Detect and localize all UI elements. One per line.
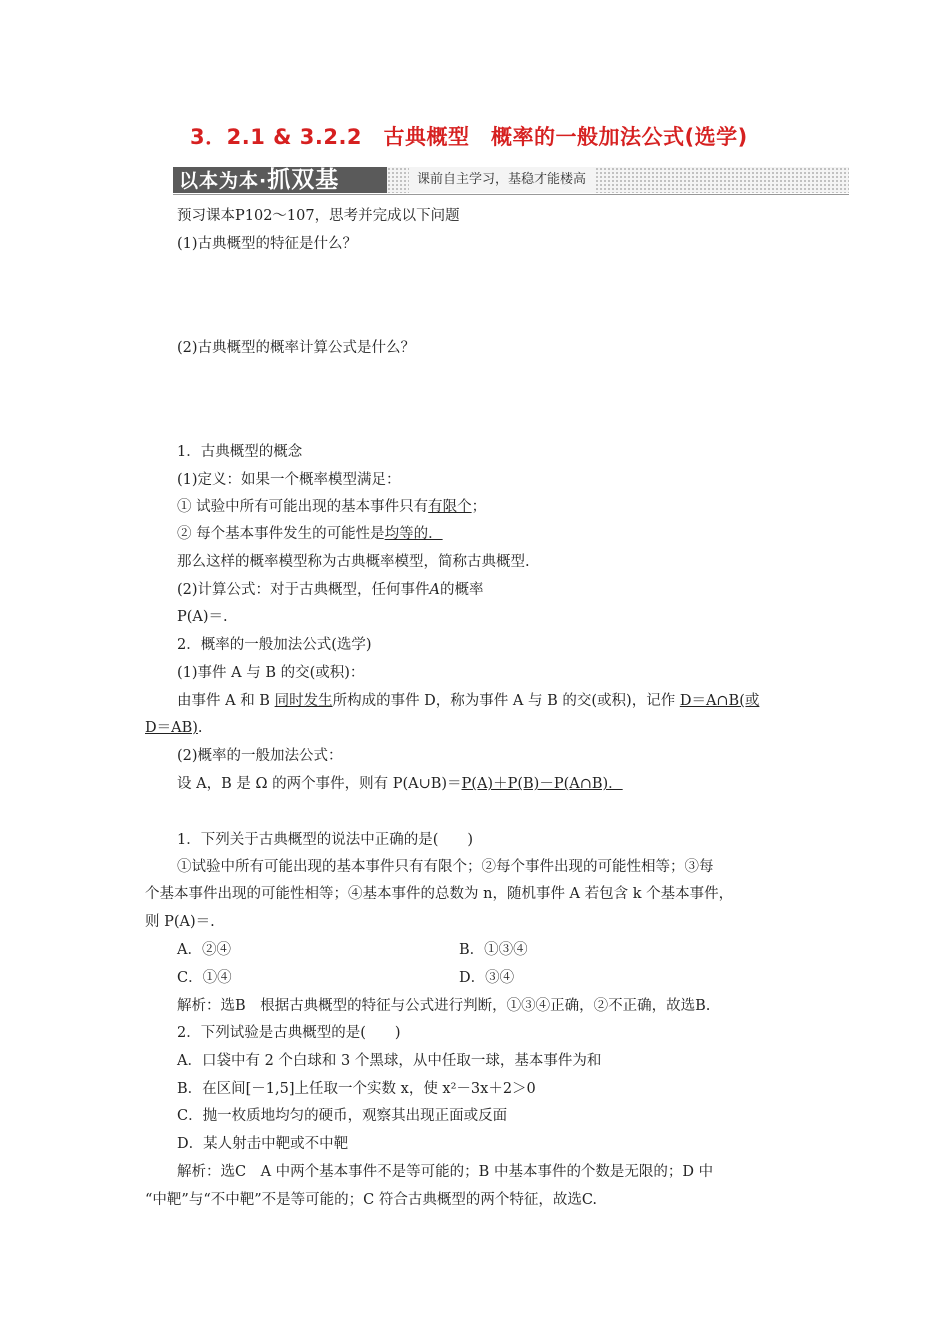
exercise-2-option-d: D．某人射击中靶或不中靶 [177,1136,349,1152]
exercise-2-option-b: B．在区间[－1,5]上任取一个实数 x，使 x²－3x＋2＞0 [177,1081,536,1097]
preview-question-2: (2)古典概型的概率计算公式是什么？ [177,340,416,356]
concept-heading-2: 2．概率的一般加法公式(选学) [177,637,372,653]
banner-label [173,167,387,193]
formula-intro-var: A [429,582,441,598]
formula-intro-text: (2)计算公式：对于古典概型，任何事件 [177,582,430,598]
exercise-1-option-c: C．①④ [177,970,232,986]
intersection-text-a: 由事件 A 和 B [177,693,275,709]
intersection-answer-1: 同时发生 [274,693,333,709]
probability-formula: P(A)＝. [177,609,228,625]
concept-definition: (1)定义：如果一个概率模型满足： [177,472,401,488]
condition-1 [177,497,486,517]
exercise-1-option-b: B．①③④ [459,942,528,958]
exercise-2-answer-line-2: “中靶”与“不中靶”不是等可能的；C 符合古典概型的两个特征，故选C. [145,1192,598,1208]
banner-subtitle: 课前自主学习，基稳才能楼高 [409,167,594,193]
concept-heading-1: 1．古典概型的概念 [177,444,303,460]
preview-question-1: (1)古典概型的特征是什么？ [177,236,358,252]
exercise-2-stem: 2．下列试验是古典概型的是( ) [177,1025,401,1041]
condition-2-text: ② 每个基本事件发生的可能性是 [177,526,385,542]
exercise-1-option-a: A．②④ [177,942,231,958]
intersection-line-1 [177,691,759,711]
condition-1-text: ① 试验中所有可能出现的基本事件只有 [177,499,429,515]
section-banner [173,165,849,195]
addition-formula [177,774,623,794]
exercise-1-stem: 1．下列关于古典概型的说法中正确的是( ) [177,832,474,848]
concept-conclusion: 那么这样的概率模型称为古典概率模型，简称古典概型. [177,554,530,570]
exercise-2-answer-line-1: 解析：选C A 中两个基本事件不是等可能的；B 中基本事件的个数是无限的；D 中 [177,1164,714,1180]
intersection-answer-3: D＝AB) [145,720,198,736]
condition-1-answer: 有限个 [428,499,472,515]
exercise-1-line-3: 则 P(A)＝. [145,914,215,930]
condition-2 [177,524,443,544]
intersection-answer-2: D＝A∩B(或 [679,693,760,709]
exercise-1-line-2: 个基本事件出现的可能性相等；④基本事件的总数为 n，随机事件 A 若包含 k 个基本事件， [145,886,734,902]
intersection-title: (1)事件 A 与 B 的交(或积)： [177,665,365,681]
addition-text: 设 A，B 是 Ω 的两个事件，则有 P(A∪B)＝ [177,776,462,792]
intersection-line-2 [145,718,203,738]
exercise-1-option-d: D．③④ [459,970,515,986]
banner-rule [173,194,849,195]
formula-intro-tail: 的概率 [440,582,484,598]
exercise-1-answer: 解析：选B 根据古典概型的特征与公式进行判断，①③④正确，②不正确，故选B. [177,998,711,1014]
exercise-2-option-c: C．抛一枚质地均匀的硬币，观察其出现正面或反面 [177,1108,508,1124]
formula-intro [177,580,484,600]
condition-2-answer: 均等的． [384,526,443,542]
banner-label-a: 以本为本· [179,170,268,192]
page-title: 3．2.1 & 3.2.2 古典概型 概率的一般加法公式(选学) [190,125,748,149]
exercise-1-line-1: ①试验中所有可能出现的基本事件只有有限个；②每个事件出现的可能性相等；③每 [177,859,714,875]
intersection-punct: . [197,720,203,736]
addition-answer: P(A)＋P(B)－P(A∩B)． [461,776,623,792]
addition-title: (2)概率的一般加法公式： [177,748,343,764]
preview-intro: 预习课本P102～107，思考并完成以下问题 [177,208,460,224]
banner-label-b: 抓双基 [267,167,340,193]
condition-1-punct: ； [471,499,487,515]
intersection-text-b: 所构成的事件 D，称为事件 A 与 B 的交(或积)，记作 [332,693,680,709]
exercise-2-option-a: A．口袋中有 2 个白球和 3 个黑球，从中任取一球，基本事件为和 [177,1053,602,1069]
